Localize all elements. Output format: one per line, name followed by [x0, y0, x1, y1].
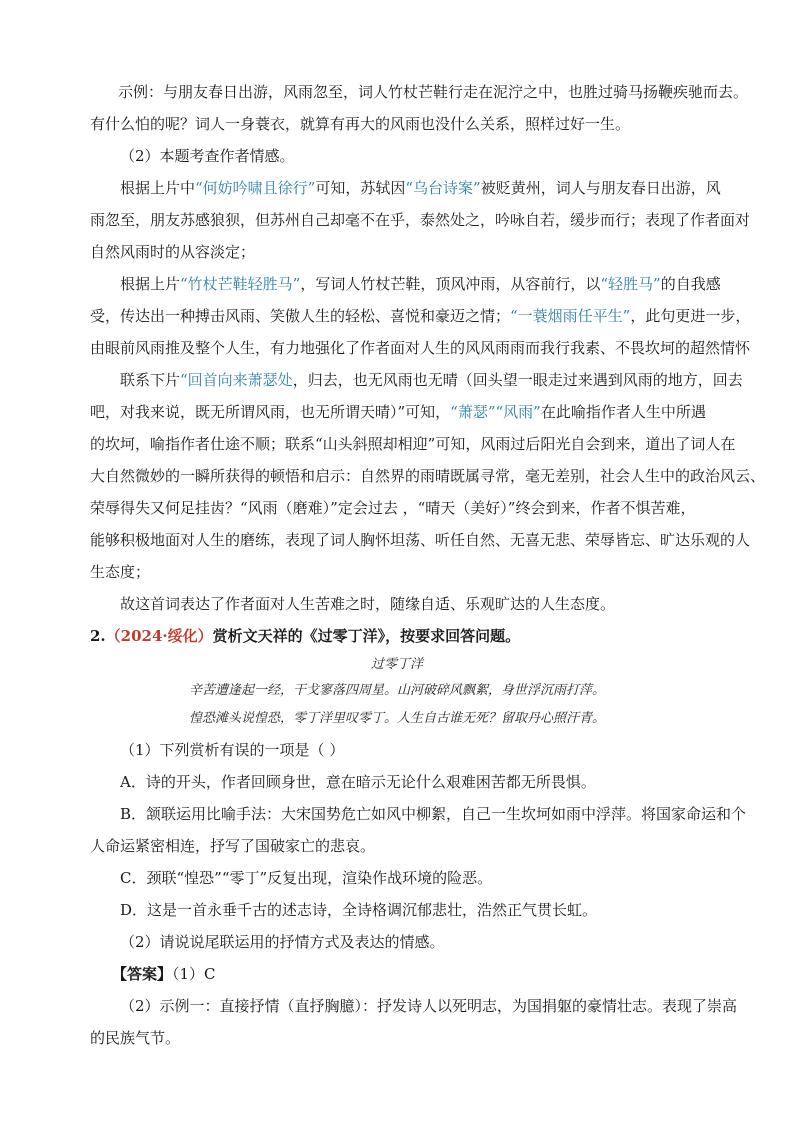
- text-run: ，此句更进一步，: [630, 307, 751, 325]
- quote-run: “萧瑟”“风雨”: [450, 403, 541, 421]
- quote-run: “竹杖芒鞋轻胜马”: [180, 275, 301, 293]
- paragraph-line: [120, 274, 740, 294]
- text-run: 受，传达出一种搏击风雨、笑傲人生的轻松、喜悦和豪迈之情；: [90, 307, 511, 325]
- text-run: ，归去，也无风雨也无晴（回头望一眼走过来遇到风雨的地方，回去: [292, 371, 743, 389]
- answer-paragraph-line: （2）示例一：直接抒情（直抒胸臆）：抒发诗人以死明志，为国捐躯的豪情壮志。表现了崇高: [120, 997, 738, 1015]
- paragraph-line: 大自然微妙的一瞬所获得的顿悟和启示：自然界的雨晴既属寻常，毫无差别，社会人生中的政治风云、: [90, 467, 766, 485]
- option-b-cont: 人命运紧密相连，抒写了国破家亡的悲哀。: [90, 837, 376, 855]
- answer-tag: 【答案】: [112, 965, 173, 983]
- text-run: 被贬黄州，词人与朋友春日出游，风: [480, 179, 721, 197]
- paragraph-line: 故这首词表达了作者面对人生苦难之时，随缘自适、乐观旷达的人生态度。: [120, 595, 616, 613]
- poem-line: 辛苦遭逢起一经，干戈寥落四周星。山河破碎风飘絮，身世浮沉雨打萍。: [188, 683, 605, 698]
- quote-run: “一蓑烟雨任平生”: [510, 307, 631, 325]
- text-run: 可知，苏轼因: [315, 179, 406, 197]
- quote-run: “何妨吟啸且徐行”: [195, 179, 316, 197]
- paragraph-line: 有什么怕的呢？词人一身蓑衣，就算有再大的风雨也没什么关系，照样过好一生。: [90, 115, 631, 133]
- option-a: A．诗的开头，作者回顾身世，意在暗示无论什么艰难困苦都无所畏惧。: [120, 773, 596, 791]
- option-b: B．颔联运用比喻手法：大宋国势危亡如风中柳絮，自己一生坎坷如雨中浮萍。将国家命运和个: [120, 805, 747, 823]
- paragraph-line: [90, 306, 751, 326]
- sub-question-label: （1）下列赏析有误的一项是（ ）: [120, 741, 345, 759]
- question-source: （2024·绥化）: [105, 627, 213, 645]
- text-run: 吧，对我来说，既无所谓风雨，也无所谓天晴）”可知，: [90, 403, 451, 421]
- text-run: 的自我感: [660, 275, 721, 293]
- poem-title: 过零丁洋: [370, 657, 423, 672]
- answer-paragraph-line: 的民族气节。: [90, 1029, 181, 1047]
- text-run: 根据上片中: [120, 179, 196, 197]
- paragraph-line: 示例：与朋友春日出游，风雨忽至，词人竹杖芒鞋行走在泥泞之中，也胜过骑马扬鞭疾驰而去。: [118, 83, 749, 101]
- paragraph-line: 由眼前风雨推及整个人生，有力地强化了作者面对人生的风风雨雨而我行我素、不畏坎坷的超然情怀: [90, 339, 751, 357]
- paragraph-line: [90, 402, 710, 422]
- paragraph-line: 荣辱得失又何足挂齿？“风雨（磨难）”定会过去 ，“晴天（美好）”终会到来，作者不惧苦难，: [90, 499, 696, 517]
- quote-run: “回首向来萧瑟处: [180, 371, 293, 389]
- question-heading: [90, 626, 710, 646]
- option-c: C．颈联“惶恐”“零丁”反复出现，渲染作战环境的险恶。: [120, 869, 493, 887]
- text-run: 联系下片: [120, 371, 181, 389]
- paragraph-line: 自然风雨时的从容淡定；: [90, 243, 256, 261]
- quote-run: “乌台诗案”: [405, 179, 481, 197]
- answer-line: [112, 964, 732, 984]
- paragraph-line: 的坎坷，喻指作者仕途不顺；联系“山头斜照却相迎”可知，风雨过后阳光自会到来，道出了词人在: [90, 435, 736, 453]
- poem-line: 惶恐滩头说惶恐，零丁洋里叹零丁。人生自古谁无死？留取丹心照汗青。: [188, 711, 605, 726]
- paragraph-line: 生态度；: [90, 563, 151, 581]
- paragraph-line: [120, 178, 740, 198]
- text-run: 根据上片: [120, 275, 181, 293]
- sub-question-label: （2）本题考查作者情感。: [120, 147, 295, 165]
- text-run: 在此喻指作者人生中所遇: [540, 403, 706, 421]
- quote-run: “轻胜马”: [600, 275, 661, 293]
- question-text: 赏析文天祥的《过零丁洋》，按要求回答问题。: [212, 627, 521, 645]
- paragraph-line: 雨忽至，朋友苏感狼狈，但苏州自己却毫不在乎，泰然处之，吟咏自若，缓步而行；表现了作者面对: [90, 211, 751, 229]
- question-number: 2.: [90, 627, 106, 645]
- sub-question-label: （2）请说说尾联运用的抒情方式及表达的情感。: [120, 933, 445, 951]
- answer-text: （1）C: [172, 965, 216, 983]
- paragraph-line: 能够积极地面对人生的磨练，表现了词人胸怀坦荡、听任自然、无喜无悲、荣辱皆忘、旷达乐观的人: [90, 531, 751, 549]
- option-d: D．这是一首永垂千古的述志诗，全诗格调沉郁悲壮，浩然正气贯长虹。: [120, 901, 598, 919]
- text-run: ，写词人竹杖芒鞋，顶风冲雨，从容前行，以: [300, 275, 601, 293]
- paragraph-line: [120, 370, 743, 390]
